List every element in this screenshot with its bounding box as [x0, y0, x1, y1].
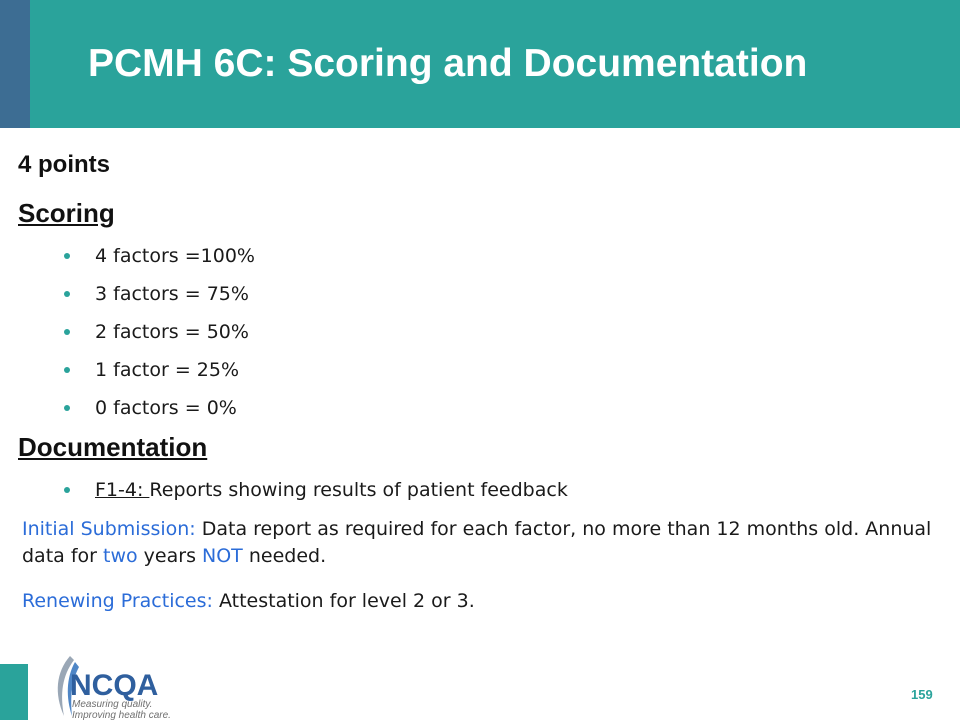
factor-description: Reports showing results of patient feedback [149, 479, 568, 501]
initial-submission-label: Initial Submission: [22, 518, 196, 540]
documentation-heading: Documentation [18, 432, 208, 462]
scoring-item-text: 2 factors = 50% [95, 321, 249, 343]
bullet-icon [64, 329, 70, 335]
points-heading: 4 points [18, 151, 111, 178]
ncqa-logo-name: NCQA [70, 669, 159, 702]
bullet-icon [64, 367, 70, 373]
renewing-practices-text: Attestation for level 2 or 3. [212, 590, 475, 612]
factor-label: F1-4: [95, 479, 150, 501]
scoring-item-text: 0 factors = 0% [95, 397, 237, 419]
initial-submission-paragraph [22, 516, 950, 570]
renewing-practices-label: Renewing Practices: [22, 590, 213, 612]
initial-submission-not: NOT [202, 545, 243, 567]
ncqa-logo-tagline-1: Measuring quality. [72, 699, 153, 710]
bullet-icon [64, 405, 70, 411]
bullet-icon [64, 291, 70, 297]
scoring-item-text: 3 factors = 75% [95, 283, 249, 305]
title-bar [0, 0, 960, 128]
scoring-item-text: 4 factors =100% [95, 245, 255, 267]
initial-submission-text-c: needed. [242, 545, 327, 567]
title-bar-accent [0, 0, 30, 128]
ncqa-logo [48, 650, 198, 720]
slide-title: PCMH 6C: Scoring and Documentation [88, 42, 808, 85]
initial-submission-text-a: Data report as required for each factor, no more than 12 months old. Annual data for [22, 518, 932, 567]
initial-submission-text-b: years [137, 545, 203, 567]
bullet-icon [64, 487, 70, 493]
documentation-item-text [95, 478, 568, 502]
footer-accent-bar [0, 664, 28, 720]
initial-submission-two: two [103, 545, 138, 567]
page-number: 159 [911, 687, 933, 702]
ncqa-logo-tagline-2: Improving health care. [72, 710, 171, 720]
scoring-heading: Scoring [18, 198, 115, 228]
scoring-item-text: 1 factor = 25% [95, 359, 240, 381]
bullet-icon [64, 253, 70, 259]
renewing-practices-paragraph [22, 588, 950, 615]
